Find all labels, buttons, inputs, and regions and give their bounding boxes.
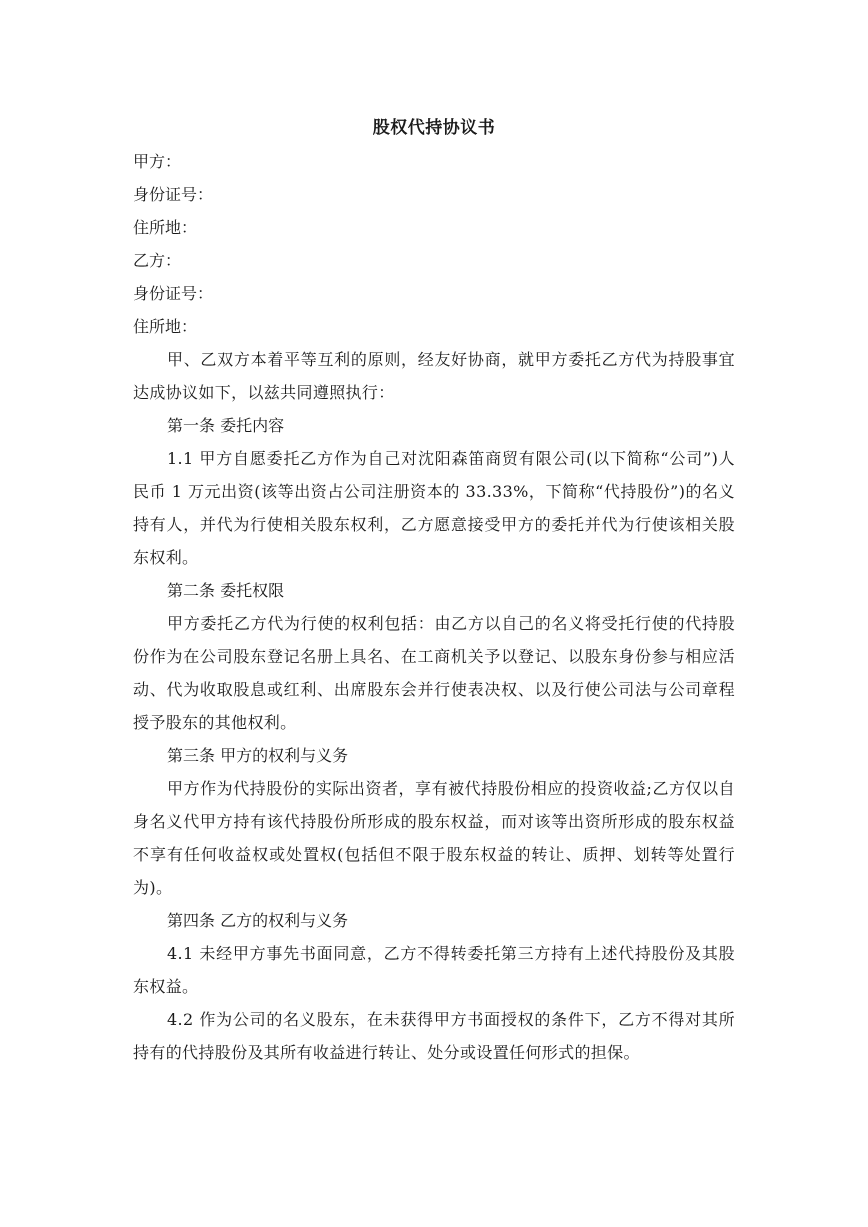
article-1-heading: 第一条 委托内容 [167,416,285,435]
article-3-heading: 第三条 甲方的权利与义务 [167,746,349,765]
clause-4-1: 4.1 未经甲方事先书面同意，乙方不得转委托第三方持有上述代持股份及其股东权益。 [133,944,735,996]
party-a-label: 甲方： [133,152,182,171]
party-a-address-label: 住所地： [133,218,198,237]
party-b-id-label: 身份证号： [133,284,214,303]
party-b-address-label: 住所地： [133,317,198,336]
intro-paragraph: 甲、乙双方本着平等互利的原则，经友好协商，就甲方委托乙方代为持股事宜达成协议如下，以兹共同遵照执行： [133,350,735,402]
document-title: 股权代持协议书 [372,118,496,138]
clause-1-1: 1.1 甲方自愿委托乙方作为自己对沈阳森笛商贸有限公司(以下简称“公司”)人民币 1 万元出资(该等出资占公司注册资本的 33.33%，下简称“代持股份”)的名义持有人，并代为行使相关股东权利，乙方愿意接受甲方的委托并代为行使该相关股东权利。 [133,449,735,567]
article-3-body: 甲方作为代持股份的实际出资者，享有被代持股份相应的投资收益;乙方仅以自身名义代甲方持有该代持股份所形成的股东权益，而对该等出资所形成的股东权益不享有任何收益权或处置权(包括但不限于股东权益的转让、质押、划转等处置行为)。 [133,779,735,897]
clause-4-2: 4.2 作为公司的名义股东，在未获得甲方书面授权的条件下，乙方不得对其所持有的代持股份及其所有收益进行转让、处分或设置任何形式的担保。 [133,1010,735,1062]
document-page [133,112,735,1069]
party-a-id-label: 身份证号： [133,185,214,204]
article-2-body: 甲方委托乙方代为行使的权利包括：由乙方以自己的名义将受托行使的代持股份作为在公司股东登记名册上具名、在工商机关予以登记、以股东身份参与相应活动、代为收取股息或红利、出席股东会并行使表决权、以及行使公司法与公司章程授予股东的其他权利。 [133,614,735,732]
article-4-heading: 第四条 乙方的权利与义务 [167,911,349,930]
party-b-label: 乙方： [133,251,182,270]
article-2-heading: 第二条 委托权限 [167,581,285,600]
